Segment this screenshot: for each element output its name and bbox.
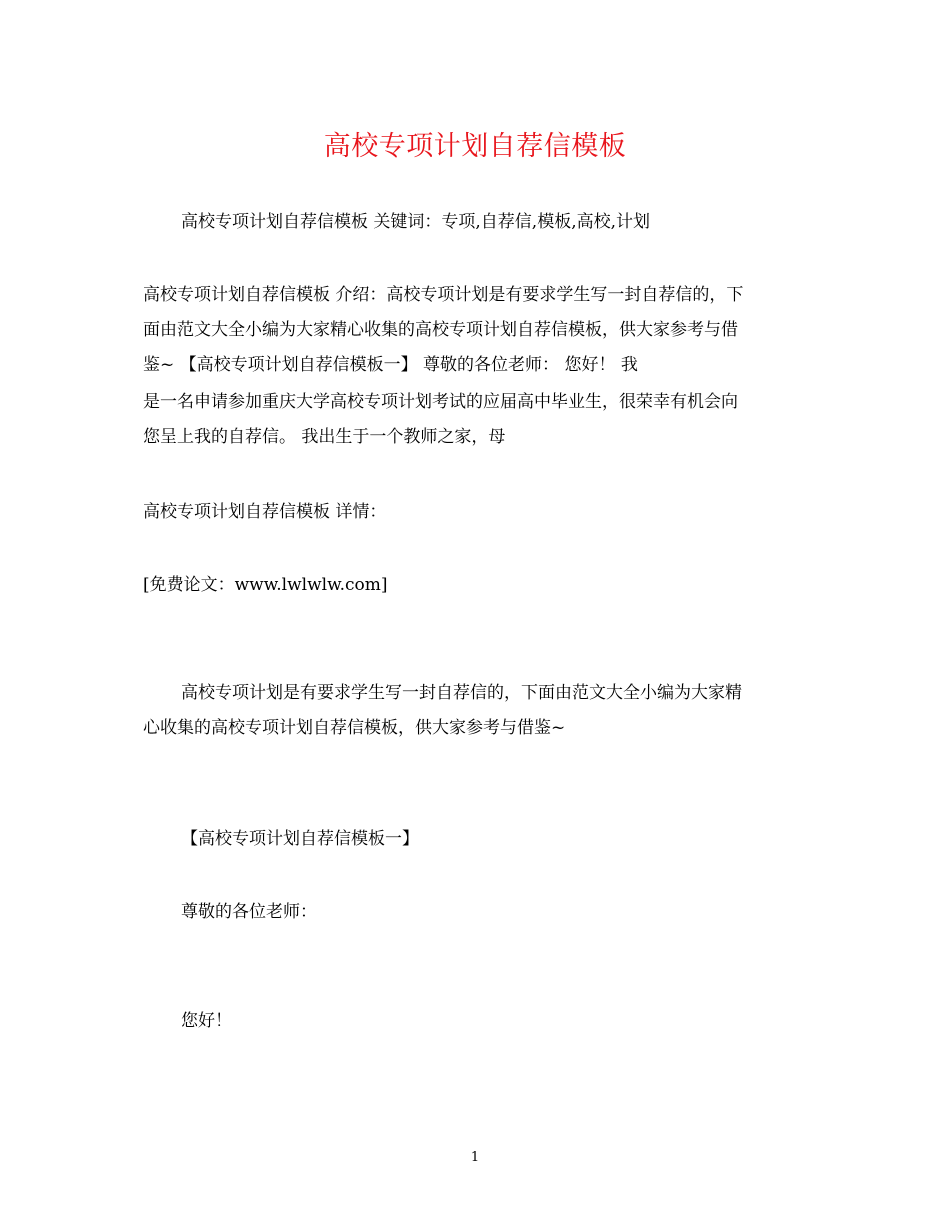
greeting: 您好！: [181, 1011, 232, 1031]
intro-line-1: 高校专项计划自荐信模板 介绍：高校专项计划是有要求学生写一封自荐信的，下: [143, 285, 744, 305]
intro-line-5: 您呈上我的自荐信。 我出生于一个教师之家，母: [143, 427, 506, 447]
source-link[interactable]: [免费论文：www.lwlwlw.com]: [143, 575, 388, 595]
salutation: 尊敬的各位老师：: [181, 902, 317, 922]
intro-line-3: 鉴~ 【高校专项计划自荐信模板一】 尊敬的各位老师： 您好！ 我: [143, 355, 638, 375]
section-heading: 【高校专项计划自荐信模板一】: [181, 829, 419, 849]
intro-line-2: 面由范文大全小编为大家精心收集的高校专项计划自荐信模板，供大家参考与借: [143, 320, 738, 340]
body-line-2: 心收集的高校专项计划自荐信模板，供大家参考与借鉴~: [143, 718, 566, 738]
document-title: 高校专项计划自荐信模板: [323, 131, 627, 162]
body-line-1: 高校专项计划是有要求学生写一封自荐信的，下面由范文大全小编为大家精: [181, 683, 742, 703]
intro-line-4: 是一名申请参加重庆大学高校专项计划考试的应届高中毕业生，很荣幸有机会向: [143, 392, 738, 412]
page-number: 1: [470, 1150, 480, 1165]
details-label: 高校专项计划自荐信模板 详情：: [143, 502, 387, 522]
keywords-line: 高校专项计划自荐信模板 关键词：专项,自荐信,模板,高校,计划: [181, 212, 651, 232]
